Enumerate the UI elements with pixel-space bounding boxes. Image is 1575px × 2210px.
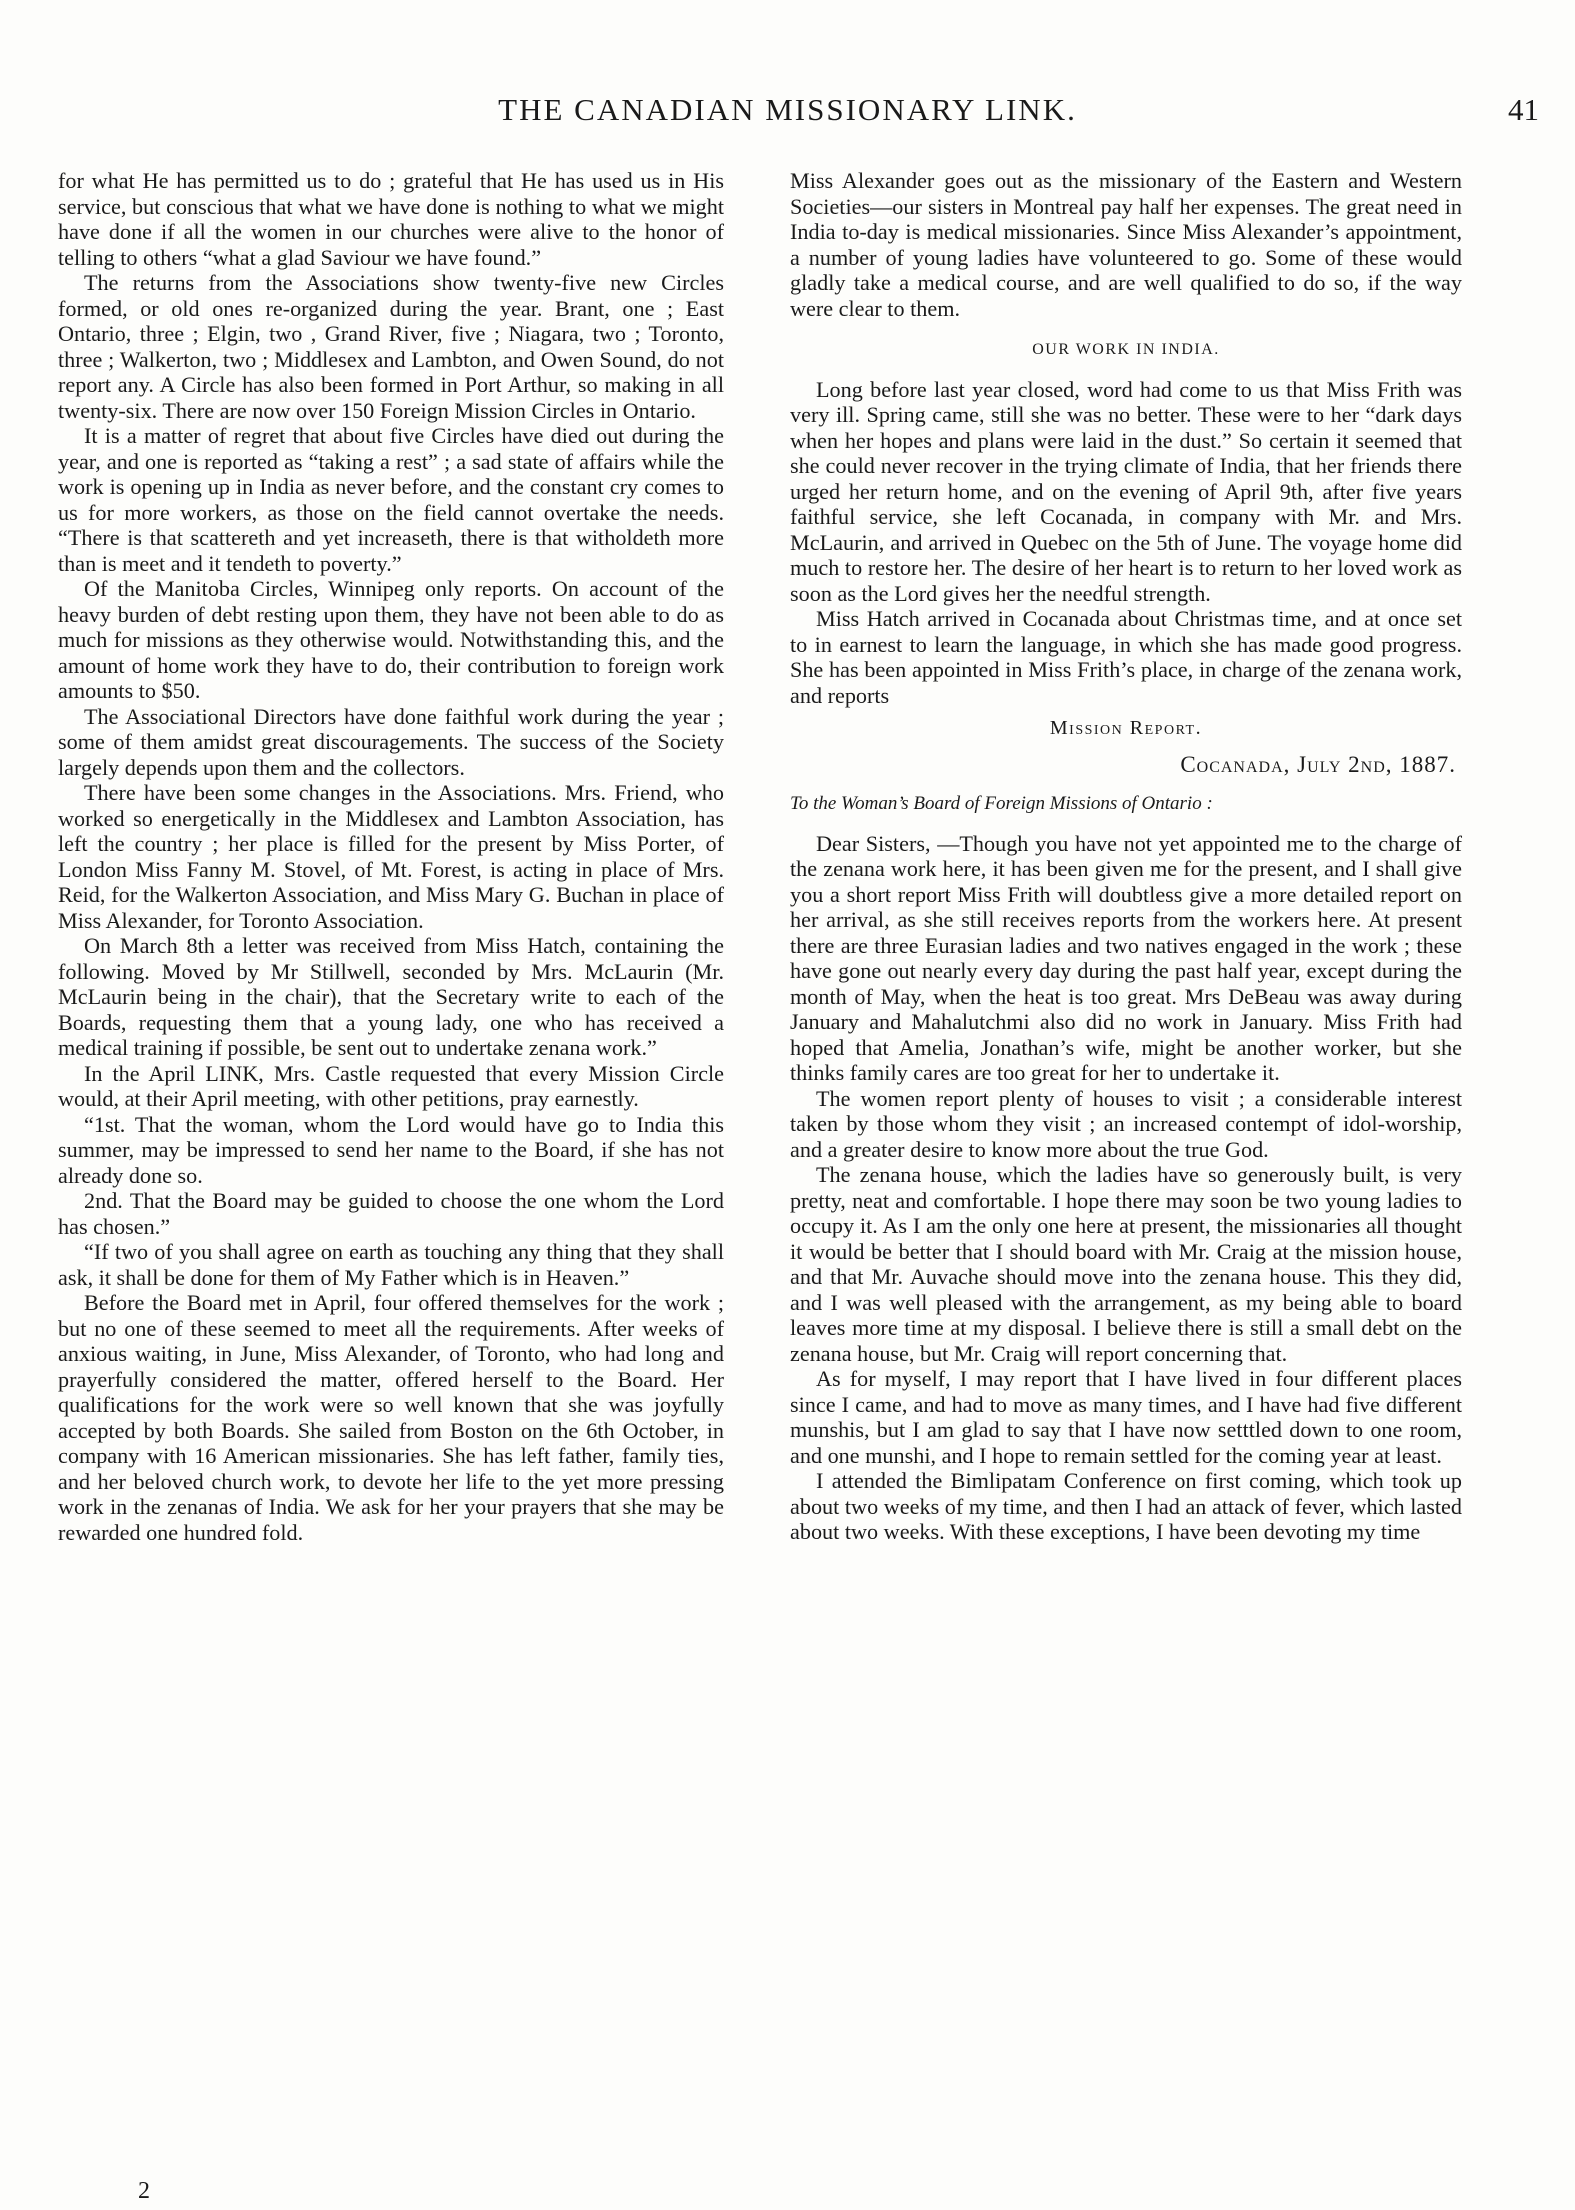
paragraph: Before the Board met in April, four offered themselves for the work ; but no one of these seemed to meet all the requirements. After weeks of anxious waiting, in June, Miss Alexander, of Toronto, who had long and prayerfully considered the matter, offered herself to the Board. Her qualifications for the work were so well known that she was joyfully accepted by both Boards. She sailed from Boston on the 6th October, in company with 16 American missionaries. She has left father, family ties, and her beloved church work, to devote her life to the yet more pressing work in the zenanas of India. We ask for her your prayers that she may be rewarded one hundred fold. bbox=[58, 1290, 724, 1545]
paragraph: Of the Manitoba Circles, Winnipeg only reports. On account of the heavy burden of debt resting upon them, they have not been able to do as much for missions as they otherwise would. Notwithstanding this, and the amount of home work they have to do, their contribution to foreign work amounts to $50. bbox=[58, 576, 724, 703]
paragraph: The zenana house, which the ladies have so generously built, is very pretty, neat and comfortable. I hope there may soon be two young ladies to occupy it. As I am the only one here at present, the missionaries all thought it would be better that I should board with Mr. Craig at the mission house, and that Mr. Auvache should move into the zenana house. This they did, and I was well pleased with the arrangement, as my being able to board leaves more time at my disposal. I believe there is still a small debt on the zenana house, but Mr. Craig will report concerning that. bbox=[790, 1162, 1462, 1366]
right-column bbox=[790, 168, 1462, 1545]
paragraph: Miss Hatch arrived in Cocanada about Christmas time, and at once set to in earnest to learn the language, in which she has made good progress. She has been appointed in Miss Frith’s place, in charge of the zenana work, and reports bbox=[790, 606, 1462, 708]
letter-address: To the Woman’s Board of Foreign Missions of Ontario : bbox=[790, 793, 1213, 814]
paragraph: Long before last year closed, word had come to us that Miss Frith was very ill. Spring came, still she was no better. These were to her “dark days when her hopes and plans were laid in the dust.” So certain it seemed that she could never recover in the trying climate of India, that her friends there urged her return home, and on the evening of April 9th, after five years faithful service, she left Cocanada, in company with Mr. and Mrs. McLaurin, and arrived in Quebec on the 5th of June. The voyage home did much to restore her. The desire of her heart is to return to her loved work as soon as the Lord gives her the needful strength. bbox=[790, 376, 1462, 606]
paragraph: for what He has permitted us to do ; grateful that He has used us in His service, but conscious that what we have done is nothing to what we might have done if all the women in our churches were alive to the honor of telling to others “what a glad Saviour we have found.” bbox=[58, 168, 724, 270]
paragraph: It is a matter of regret that about five Circles have died out during the year, and one is reported as “taking a rest” ; a sad state of affairs while the work is opening up in India as never before, and the constant cry comes to us for more workers, as those on the field cannot overtake the needs. “There is that scattereth and yet increaseth, there is that witholdeth more than is meet and it tendeth to poverty.” bbox=[58, 423, 724, 576]
paragraph: There have been some changes in the Associations. Mrs. Friend, who worked so energetically in the Middlesex and Lambton Association, has left the country ; her place is filled for the present by Miss Porter, of London Miss Fanny M. Stovel, of Mt. Forest, is acting in place of Mrs. Reid, for the Walkerton Association, and Miss Mary G. Buchan in place of Miss Alexander, for Toronto Association. bbox=[58, 780, 724, 933]
paragraph: “1st. That the woman, whom the Lord would have go to India this summer, may be impressed to send her name to the Board, if she has not already done so. bbox=[58, 1111, 724, 1188]
paragraph: The returns from the Associations show twenty-five new Circles formed, or old ones re-organized during the year. Brant, one ; East Ontario, three ; Elgin, two , Grand River, five ; Niagara, two ; Toronto, three ; Walkerton, two ; Middlesex and Lambton, and Owen Sound, do not report any. A Circle has also been formed in Port Arthur, so making in all twenty-six. There are now over 150 Foreign Mission Circles in Ontario. bbox=[58, 270, 724, 423]
paragraph: The women report plenty of houses to visit ; a considerable interest taken by those whom they visit ; an increased contempt of idol-worship, and a greater desire to know more about the true God. bbox=[790, 1085, 1462, 1162]
paragraph: On March 8th a letter was received from Miss Hatch, containing the following. Moved by Mr Stillwell, seconded by Mrs. McLaurin (Mr. McLaurin being in the chair), that the Secretary write to each of the Boards, requesting them that a young lady, one who has received a medical training if possible, be sent out to undertake zenana work.” bbox=[58, 933, 724, 1060]
page-title: THE CANADIAN MISSIONARY LINK. bbox=[498, 92, 1077, 127]
paragraph: “If two of you shall agree on earth as touching any thing that they shall ask, it shall be done for them of My Father which is in Heaven.” bbox=[58, 1239, 724, 1290]
paragraph: In the April LINK, Mrs. Castle requested that every Mission Circle would, at their April meeting, with other petitions, pray earnestly. bbox=[58, 1060, 724, 1111]
paragraph: Dear Sisters, —Though you have not yet appointed me to the charge of the zenana work here, it has been given me for the present, and I shall give you a short report Miss Frith will doubtless give a more detailed report on her arrival, as she still receives reports from the workers here. At present there are three Eurasian ladies and two natives engaged in the work ; these have gone out nearly every day during the past half year, except during the month of May, when the heat is too great. Mrs DeBeau was away during January and Mahalutchmi also did no work in January. Miss Frith had hoped that Amelia, Jonathan’s wife, might be another worker, but she thinks family cares are too great for her to undertake it. bbox=[790, 830, 1462, 1085]
dateline: Cocanada, July 2nd, 1887. bbox=[1180, 751, 1456, 777]
section-heading: OUR WORK IN INDIA. bbox=[1032, 341, 1220, 358]
signature-mark: 2 bbox=[138, 2178, 150, 2204]
page-header bbox=[0, 92, 1575, 142]
paragraph: Miss Alexander goes out as the missionary of the Eastern and Western Societies—our sisters in Montreal pay half her expenses. The great need in India to-day is medical missionaries. Since Miss Alexander’s appointment, a number of young ladies have volunteered to go. Some of these would gladly take a medical course, and are well qualified to do so, if the way were clear to them. bbox=[790, 168, 1462, 321]
paragraph: I attended the Bimlipatam Conference on first coming, which took up about two weeks of my time, and then I had an attack of fever, which lasted about two weeks. With these exceptions, I have been devoting my time bbox=[790, 1468, 1462, 1544]
paragraph: The Associational Directors have done faithful work during the year ; some of them amidst great discouragements. The success of the Society largely depends upon them and the collectors. bbox=[58, 703, 724, 780]
page-number: 41 bbox=[1508, 92, 1539, 127]
paragraph: 2nd. That the Board may be guided to choose the one whom the Lord has chosen.” bbox=[58, 1188, 724, 1239]
section-subheading: Mission Report. bbox=[1049, 717, 1203, 739]
paragraph: As for myself, I may report that I have lived in four different places since I came, and had to move as many times, and I have had five different munshis, but I am glad to say that I have now setttled down to one room, and one munshi, and I hope to remain settled for the coming year at least. bbox=[790, 1366, 1462, 1468]
left-column bbox=[58, 168, 724, 1545]
